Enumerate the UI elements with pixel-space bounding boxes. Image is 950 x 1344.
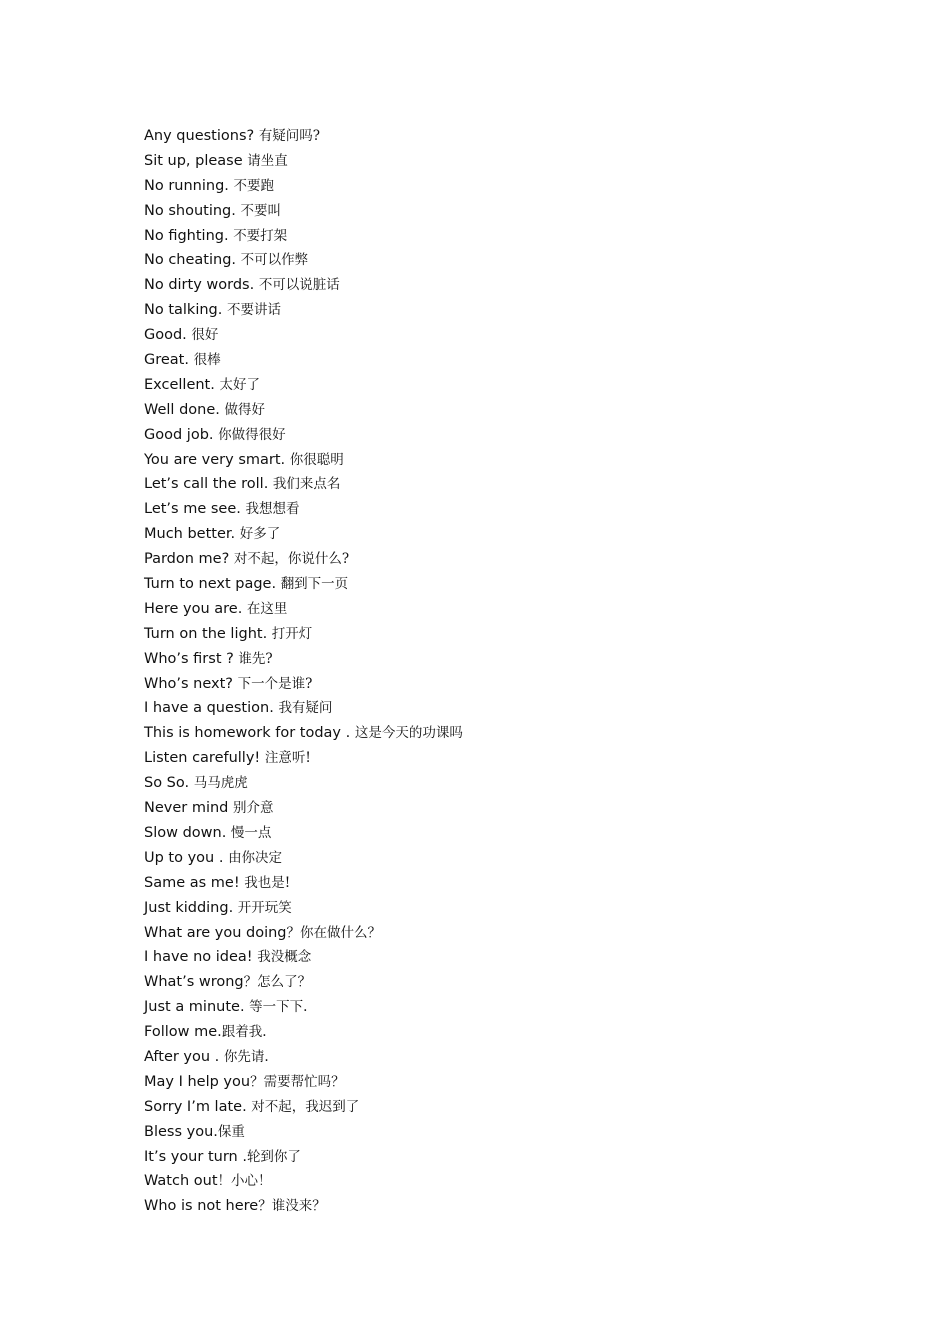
phrase-line: [144, 771, 463, 796]
phrase-english: Any questions?: [144, 128, 259, 144]
phrase-english: Great.: [144, 352, 194, 369]
phrase-english: Sit up, please: [144, 152, 248, 169]
phrase-chinese: ？需要帮忙吗？: [250, 1073, 345, 1090]
phrase-line: [144, 1070, 463, 1095]
phrase-english: Let’s call the roll.: [144, 476, 273, 493]
phrase-chinese: 有疑问吗?: [258, 128, 321, 144]
phrase-english: Who’s first ?: [144, 650, 239, 667]
phrase-chinese: 我想想看: [245, 501, 300, 518]
phrase-english: Excellent.: [144, 376, 220, 393]
phrase-line: [144, 124, 463, 149]
phrase-chinese: 不要讲话: [226, 302, 281, 319]
phrase-english: Well done.: [144, 401, 225, 418]
phrase-english: Pardon me?: [144, 551, 234, 568]
phrase-line: [144, 323, 463, 348]
phrase-chinese: 注意听!: [264, 750, 311, 767]
phrase-chinese: ？怎么了？: [243, 974, 312, 991]
phrase-chinese: ？谁没来？: [258, 1198, 326, 1215]
phrase-line: [144, 622, 463, 647]
phrase-line: [144, 1194, 463, 1219]
phrase-chinese: 不要跑: [233, 177, 274, 194]
phrase-line: [144, 373, 463, 398]
phrase-chinese: 你很聪明: [289, 451, 344, 468]
phrase-chinese: 对不起，你说什么?: [233, 551, 350, 568]
phrase-line: [144, 796, 463, 821]
phrase-line: [144, 398, 463, 423]
phrase-chinese: 保重: [217, 1123, 245, 1140]
phrase-chinese: 我也是!: [244, 874, 291, 891]
phrase-english: Bless you.: [144, 1123, 218, 1140]
phrase-chinese: 别介意: [233, 800, 274, 817]
phrase-line: [144, 149, 463, 174]
phrase-chinese: ？你在做什么？: [286, 924, 382, 941]
phrase-english: Watch out: [144, 1173, 218, 1190]
phrase-chinese: 请坐直: [247, 152, 288, 169]
phrase-line: [144, 846, 463, 871]
phrase-english: I have no idea!: [144, 949, 258, 966]
phrase-english: Much better.: [144, 526, 240, 543]
phrase-english: Up to you .: [144, 849, 229, 866]
phrase-chinese: 做得好: [224, 401, 265, 418]
phrase-line: [144, 547, 463, 572]
phrase-chinese: 等一下下.: [249, 999, 308, 1016]
phrase-line: [144, 1020, 463, 1045]
phrase-line: [144, 597, 463, 622]
phrase-english: Good job.: [144, 426, 219, 443]
phrase-chinese: 我们来点名: [272, 476, 341, 493]
phrase-line: [144, 1169, 463, 1194]
phrase-line: [144, 1145, 463, 1170]
phrase-chinese: 很好: [191, 327, 219, 344]
phrase-line: [144, 1045, 463, 1070]
phrase-chinese: 轮到你了: [246, 1148, 301, 1165]
phrase-line: [144, 896, 463, 921]
phrase-chinese: 谁先?: [238, 650, 273, 667]
phrase-line: [144, 746, 463, 771]
phrase-english: May I help you: [144, 1073, 251, 1090]
phrase-english: I have a question.: [144, 700, 279, 717]
phrase-english: After you .: [144, 1048, 224, 1065]
phrase-line: [144, 199, 463, 224]
phrase-chinese: 我有疑问: [278, 700, 333, 717]
phrase-english: Let’s me see.: [144, 501, 246, 518]
phrase-english: No talking.: [144, 302, 227, 319]
phrase-line: [144, 174, 463, 199]
phrase-chinese: 慢一点: [230, 824, 272, 841]
phrase-chinese: 好多了: [239, 526, 281, 543]
phrase-line: [144, 696, 463, 721]
phrase-line: [144, 497, 463, 522]
phrase-line: [144, 672, 463, 697]
phrase-english: Sorry I’m late.: [144, 1098, 252, 1115]
phrase-chinese: 打开灯: [271, 625, 313, 642]
phrase-english: What’s wrong: [144, 974, 244, 991]
phrase-line: [144, 821, 463, 846]
phrase-chinese: 你做得很好: [218, 426, 286, 443]
phrase-chinese: 由你决定: [228, 849, 283, 866]
phrase-english: What are you doing: [144, 924, 287, 941]
phrase-line: [144, 348, 463, 373]
phrase-line: [144, 448, 463, 473]
phrase-english: Just a minute.: [144, 999, 250, 1016]
phrase-english: No shouting.: [144, 202, 241, 219]
phrase-english: Never mind: [144, 800, 233, 817]
phrase-chinese: 下一个是谁?: [237, 675, 313, 692]
phrase-line: [144, 995, 463, 1020]
phrase-chinese: 不要叫: [240, 202, 281, 219]
phrase-english: Same as me!: [144, 874, 245, 891]
phrase-chinese: 翻到下一页: [280, 576, 349, 593]
phrase-english: No running.: [144, 177, 234, 194]
phrase-chinese: 不要打架: [233, 227, 288, 244]
phrase-line: [144, 970, 463, 995]
phrase-chinese: 不可以作弊: [240, 252, 309, 269]
phrase-chinese: 你先请.: [223, 1048, 269, 1065]
phrase-line: [144, 721, 463, 746]
phrase-english: So So.: [144, 775, 194, 792]
phrase-english: No cheating.: [144, 252, 241, 269]
phrase-chinese: 不可以说脏话: [258, 277, 340, 294]
phrase-chinese: 很棒: [193, 352, 221, 369]
phrase-chinese: 对不起，我迟到了: [251, 1098, 360, 1115]
phrase-english: Turn to next page.: [144, 576, 281, 593]
phrase-chinese: 在这里: [246, 600, 288, 617]
phrase-english: Turn on the light.: [144, 625, 272, 642]
phrase-english: Follow me.: [144, 1024, 222, 1041]
phrase-english: This is homework for today .: [144, 725, 355, 742]
phrase-english: Who’s next?: [144, 675, 238, 692]
phrase-english: Good.: [144, 327, 192, 344]
phrase-line: [144, 945, 463, 970]
phrase-english: Here you are.: [144, 600, 247, 617]
phrase-english: No fighting.: [144, 227, 234, 244]
phrase-chinese: 开开玩笑: [237, 899, 292, 916]
phrase-line: [144, 298, 463, 323]
phrase-line: [144, 522, 463, 547]
phrase-chinese: ！小心！: [217, 1173, 272, 1190]
phrase-line: [144, 472, 463, 497]
phrase-english: Slow down.: [144, 824, 231, 841]
phrase-chinese: 太好了: [219, 376, 260, 393]
phrase-line: [144, 871, 463, 896]
phrase-list: [144, 124, 463, 1219]
phrase-line: [144, 423, 463, 448]
phrase-line: [144, 248, 463, 273]
phrase-english: Who is not here: [144, 1198, 259, 1215]
phrase-english: Listen carefully!: [144, 750, 265, 767]
phrase-chinese: 跟着我.: [221, 1024, 267, 1041]
phrase-line: [144, 1120, 463, 1145]
phrase-english: No dirty words.: [144, 277, 259, 294]
phrase-english: Just kidding.: [144, 899, 238, 916]
phrase-line: [144, 273, 463, 298]
phrase-chinese: 马马虎虎: [193, 775, 248, 792]
phrase-chinese: 这是今天的功课吗: [354, 725, 463, 742]
phrase-line: [144, 224, 463, 249]
phrase-line: [144, 1095, 463, 1120]
phrase-chinese: 我没概念: [257, 949, 312, 966]
phrase-line: [144, 921, 463, 946]
phrase-english: You are very smart.: [144, 451, 290, 468]
phrase-line: [144, 647, 463, 672]
phrase-english: It’s your turn .: [144, 1148, 247, 1165]
phrase-line: [144, 572, 463, 597]
